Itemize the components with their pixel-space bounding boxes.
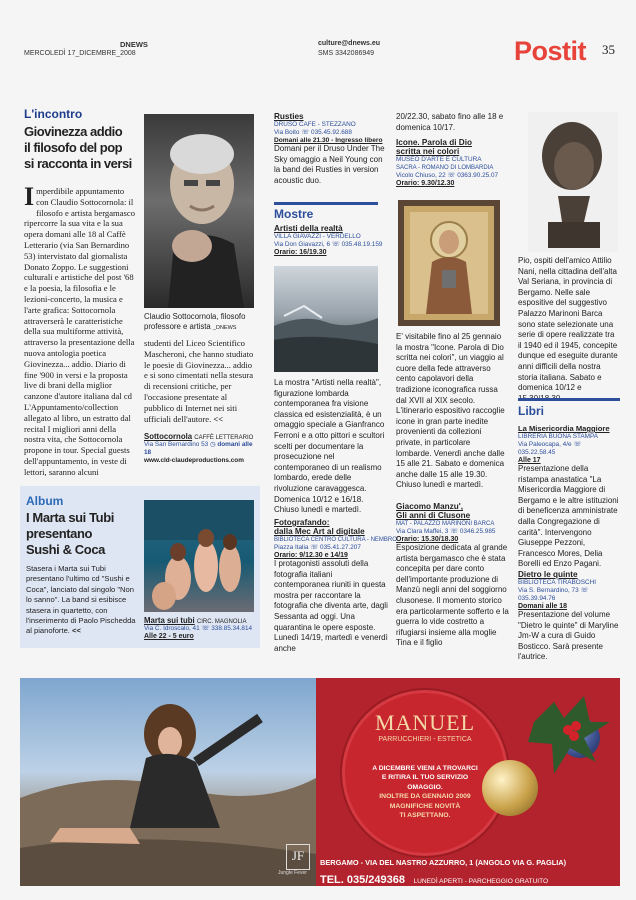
phone-icon: ☏ <box>450 528 459 535</box>
manzu-block <box>396 502 510 649</box>
jf-sub: Jungle Fever <box>278 870 307 876</box>
libri-1-body: Presentazione della ristampa anastatica "La Misericordia Maggiore di Bergamo e le altre istituzioni di beneficenza amministrate dalla Congregazione di carità". Intervengono Giuseppe Pezzoni, Francesco Mores, Delia Borelli ed Enzo Pagani. <box>518 464 619 569</box>
phone-icon: ☏ <box>201 625 210 632</box>
ad-model-photo <box>20 678 316 886</box>
fotografando-title-1: Fotografando: <box>274 518 330 527</box>
ad-tel[interactable]: TEL. 035/249368 <box>320 874 406 886</box>
sottocornola-photo <box>144 114 254 308</box>
phone-icon: ☏ <box>447 172 456 179</box>
holly-icon <box>524 682 616 782</box>
icone-phone: 0363.90.25.07 <box>457 172 499 179</box>
icone-top-text: 20/22.30, sabato fino alle 18 e domenica 10/17. <box>396 112 504 132</box>
manzu-title-1: Giacomo Manzu', <box>396 502 463 511</box>
libri-1-title: La Misericordia Maggiore <box>518 424 610 433</box>
album-info-when: Alle 22 - 5 euro <box>144 633 194 640</box>
mostre-place: VILLA GIAVAZZI - VERDELLO <box>274 233 361 240</box>
incontro-body-2 <box>144 338 256 424</box>
icone-place-1: MUSEO D'ARTE E CULTURA <box>396 156 482 163</box>
rusties-addr: Via Boito <box>274 129 300 136</box>
phone-icon: ☏ <box>580 587 589 594</box>
libri-1-phone: 035.22.58.45 <box>518 449 556 456</box>
band-photo <box>144 500 254 612</box>
ad-address: BERGAMO - VIA DEL NASTRO AZZURRO, 1 (ANGOLO VIA G. PAGLIA) <box>320 858 567 867</box>
mostre-title: Artisti della realtà <box>274 224 343 233</box>
ad-circle <box>340 688 510 858</box>
libri-2-phone: 035.39.94.76 <box>518 595 556 602</box>
rusties-phone: 035.45.92.688 <box>311 129 352 136</box>
mostre-rule <box>274 202 378 205</box>
incontro-body-text-2: studenti del Liceo Scientifico Mascheroni, che hanno studiato le poesie di Giovinezza... addio e si sono cimentati nella stesura di recensioni critiche, per l'occasione presentate al pubblico di Internet nei siti ufficiali dell'autore. <box>144 338 254 424</box>
advertisement[interactable] <box>20 678 620 886</box>
clock-icon: ◷ <box>209 441 216 448</box>
libri-1-when: Alle 17 <box>518 457 541 464</box>
icone-place-2: SACRA - ROMANO DI LOMBARDIA <box>396 165 494 171</box>
album-headline-1: I Marta sui Tubi <box>26 510 114 525</box>
ad-brand: MANUEL <box>374 710 476 735</box>
caption-text: Claudio Sottocornola, filosofo professore e artista <box>144 312 246 331</box>
info-name: Sottocornola <box>144 432 193 441</box>
band-illustration <box>144 500 254 612</box>
mostre-addr: Via Don Giavazzi, 6 <box>274 241 331 248</box>
ad-tel-line <box>320 870 620 886</box>
album-info-phone: 338.85.34.814 <box>211 625 253 632</box>
issue-date: MERCOLEDÌ 17_DICEMBRE_2008 <box>24 50 136 57</box>
contact-email: culture@dnews.eu <box>318 40 381 47</box>
fotografando-addr: Piazza Italia <box>274 544 309 551</box>
album-headline-2: presentano <box>26 526 93 541</box>
icon-illustration <box>398 200 500 326</box>
ad-msg-6: TI ASPETTANO. <box>399 812 451 820</box>
incontro-headline-3: si racconta in versi <box>24 156 132 171</box>
album-info-addr: Via C. Idroscalo, 41 <box>144 625 200 632</box>
album-body-text: Stasera i Marta sui Tubi presentano l'ultimo cd "Sushi e Coca", lanciato dal singolo "Non lo sanno". La band si esibisce stasera in quartetto, con l'inserimento di Paolo Pischedda al pianoforte. <box>26 564 136 636</box>
manzu-body-right: Pio, ospiti dell'amico Attilio Nani, nella cittadina dell'alta Val Seriana, in provincia di Bergamo. Nelle sale espositive del suggestivo Palazzo Marinoni Barca sono state selezionate una serie di opere realizzate tra il 1940 ed il 1945, concepite dunque ed eseguite durante anni difficili della nostra storia italiana. Sabato e domenica 10/12 e <box>518 256 618 393</box>
libri-2-when: Domani alle 18 <box>518 603 568 610</box>
icon-painting <box>398 200 500 326</box>
fotografando-when: Orario: 9/12.30 e 14/19 <box>274 552 348 559</box>
libri-item-2 <box>518 570 620 663</box>
libri-2-place: BIBLIOTECA TIRABOSCHI <box>518 579 597 586</box>
fotografando-body: I protagonisti assoluti della fotografia italiani contemporanea riuniti in questa mostra per raccontare la fotografia che diventa arte, dagli Sessanta ad oggi. Una quarantina le opere esposte. Lunedì 14/19, martedì e venerdì anche <box>274 559 388 653</box>
ad-msg-2: E RITIRA IL TUO SERVIZIO <box>381 774 469 782</box>
manzu-addr: Via Clara Maffei, 3 <box>396 528 449 535</box>
ad-msg-1: A DICEMBRE VIENI A TROVARCI <box>372 765 478 772</box>
incontro-headline-2: il filosofo del pop <box>24 140 123 155</box>
incontro-headline-box <box>22 106 138 178</box>
manzu-phone: 0346.25.985 <box>459 528 496 535</box>
contact-sms: SMS 3342086949 <box>318 50 375 57</box>
fotografando-block <box>274 518 397 654</box>
landscape-painting <box>274 266 378 372</box>
mostre-block <box>274 224 388 256</box>
icone-title-2: scritta nei colori <box>396 147 460 156</box>
info-addr: Via San Bernardino 53 <box>144 441 209 448</box>
icone-title-1: Icone. Parola di Dio <box>396 138 472 147</box>
photo-caption <box>144 312 256 333</box>
rusties-body: Domani per il Druso Under The Sky omaggio a Neil Young con la band dei Rusties in version acoustic duo. <box>274 144 385 185</box>
manzu-body-left: Esposizione dedicata al grande artista bergamasco che è stata concepita per dare conto dell'importante produzione di Manzù negli anni del soggiorno clusonese. Il momento storico era particolarmente sofferto e la guerra lo vide costretto a rifugiarsi insieme alla moglie Tina e il figlio <box>396 543 509 648</box>
libri-2-addr: Via S. Bernardino, 73 <box>518 587 579 594</box>
incontro-headline-1: Giovinezza addio <box>24 124 123 139</box>
album-headline-3: Sushi & Coca <box>26 542 105 557</box>
album-body <box>26 564 138 637</box>
libri-section-title: Libri <box>518 404 544 418</box>
dropcap: I <box>24 186 35 211</box>
manzu-title-2: Gli anni di Clusone <box>396 511 471 520</box>
info-when: domani alle 18 <box>144 441 253 456</box>
phone-icon: ☏ <box>310 544 319 551</box>
painting-illustration <box>274 266 378 372</box>
libri-2-title: Dietro le quinte <box>518 570 578 579</box>
manzu-place: MAT - PALAZZO MARINONI BARCA <box>396 521 495 527</box>
icone-when: Orario: 9.30/12.30 <box>396 180 455 187</box>
phone-icon: ☏ <box>301 129 310 136</box>
album-info-name: Marta sui tubi <box>144 616 195 625</box>
portrait-illustration <box>144 114 254 308</box>
mostre-phone: 035.48.19.159 <box>341 241 383 248</box>
rusties-when: Domani alle 21.30 - Ingresso libero <box>274 137 383 144</box>
mostre-section-title: Mostre <box>274 207 314 221</box>
ad-msg-5: MAGNIFICHE NOVITÀ <box>389 802 461 810</box>
ad-msg-4: INOLTRE DA GENNAIO 2009 <box>379 793 471 801</box>
jf-logo-text: JF <box>291 848 305 863</box>
sculpture-photo <box>528 112 618 252</box>
end-mark: << <box>213 413 224 424</box>
fotografando-place: BIBLIOTECA CENTRO CULTURA - NEMBRO <box>274 537 397 543</box>
phone-icon: ☏ <box>331 241 340 248</box>
fotografando-title-2: dalla Mec Art al digitale <box>274 527 365 536</box>
info-website[interactable]: www.cld-claudeproductions.com <box>144 457 244 464</box>
ad-tel-note: LUNEDÌ APERTI - PARCHEGGIO GRATUITO <box>413 878 549 885</box>
libri-rule <box>518 398 620 401</box>
album-info <box>144 616 258 640</box>
ad-model-illustration <box>20 678 316 886</box>
libri-2-body: Presentazione del volume "Dietro le quinte" di Maryline Jm-W a cura di Guido Bosticco. Sarà presente l'autrice. <box>518 610 619 662</box>
incontro-info <box>144 432 260 464</box>
libri-1-place: LIBRERIA BUONA STAMPA <box>518 433 599 440</box>
fotografando-phone: 035.41.27.207 <box>320 544 361 551</box>
icone-body: E' visitabile fino al 25 gennaio la mostra "Icone. Parola di Dio scritta nei colori", un viaggio al cuore della fede attraverso cento capolavori della tradizione iconografica russa dal XVII al XIX secolo. L'itinerario espositivo raccoglie icone in gran parte inedite provenienti da collezioni private, in particolare lombarde. Venerdì anche dalle 15 alle 21. Sabato e domenica anche dalle 15 alle 19.30. Chiuso lunedì e martedì. <box>396 332 505 490</box>
libri-1-addr: Via Paleocapa, 4/e <box>518 441 572 448</box>
incontro-kicker: L'incontro <box>24 107 83 121</box>
page-header <box>24 38 614 78</box>
ad-brand-sub: PARRUCCHIERI - ESTETICA <box>378 736 472 743</box>
manzu-when: Orario: 15.30/18.30 <box>396 536 459 543</box>
album-kicker: Album <box>26 494 64 508</box>
ad-msg-3: OMAGGIO. <box>407 783 443 791</box>
section-title: Postit <box>514 36 587 66</box>
icone-addr: Vicolo Chiuso, 22 <box>396 172 446 179</box>
caption-credit: _DNEWS <box>212 325 237 331</box>
jf-logo <box>286 844 310 870</box>
rusties-place: DRUSO CAFE - STEZZANO <box>274 121 356 128</box>
rusties-title: Rusties <box>274 112 304 121</box>
libri-item-1 <box>518 424 620 570</box>
info-place: CAFFÈ LETTERARIO <box>194 435 254 441</box>
mostre-body: La mostra "Artisti nella realtà", figurazione lombarda contemporanea fra visione classica ed esistenzialità, è un omaggio speciale a Gianfranco Ferroni e a otto pittori e scultori scelti per documentare la prosecuzione nel contemporaneo di un realismo lombardo, erede delle rivoluzione caravaggesca. Domenica 10/12 e 16/18. Chiuso lunedì e martedì. <box>274 378 385 515</box>
sculpture-illustration <box>528 112 618 252</box>
ad-message <box>356 764 494 820</box>
album-info-place: CIRC. MAGNOLIA <box>196 619 247 625</box>
mostre-when: Orario: 16/19.30 <box>274 249 327 256</box>
brand-label: DNEWS <box>120 40 148 49</box>
icone-block <box>396 138 510 187</box>
page-number: 35 <box>602 42 615 57</box>
album-end-mark: << <box>72 626 81 636</box>
incontro-body <box>24 186 138 476</box>
rusties-block <box>274 112 386 186</box>
phone-icon: ☏ <box>573 441 582 448</box>
incontro-body-text-1: mperdibile appuntamento con Claudio Sottocornola: il filosofo e artista bergamasco ripercorre la sua vita e la sua opera domani alle 18 al Caffè Letterario (via San Bernardino 53) intervistato dal giornalista Donato Zoppo. Le suggestioni culturali e artistiche del post '68 e la poesia, la filosofia e le lezioni-concerto, la musica e l'arte grafica: Sottocornola attraverserà le caratteristiche della sua multiforme attività, attraverso la presentazione della nuova antologia poetica Giovinezza... addio. Diario di fine '900 in versi e la proposta live di brani della miglior canzone d'autore italiana dal cd L'Appuntamento/collection allegato al libro, un estratto dal recital I migliori anni della nostra vita, che Sottocornola propone in tour. Special guests dell'appuntamento, in veste di lettori, saranno alcuni <box>24 186 135 476</box>
